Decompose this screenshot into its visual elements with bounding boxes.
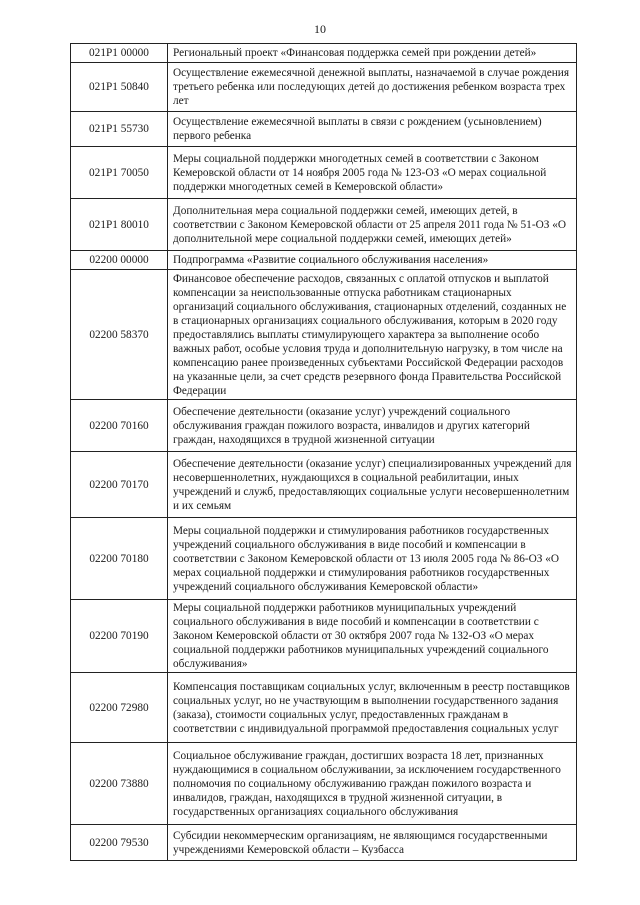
table-row [71,400,577,452]
row-description: Меры социальной поддержки многодетных семей в соответствии с Законом Кемеровской области от 14 ноября 2005 года № 123-ОЗ «О мерах социальной поддержки многодетных семей в Кемеровской области» [168,147,577,199]
row-description: Подпрограмма «Развитие социального обслуживания населения» [168,251,577,270]
row-description: Региональный проект «Финансовая поддержка семей при рождении детей» [168,44,577,63]
table-row [71,251,577,270]
row-code: 021P1 70050 [71,147,168,199]
row-description: Субсидии некоммерческим организациям, не являющимся государственными учреждениями Кемеровской области – Кузбасса [168,825,577,861]
row-description: Компенсация поставщикам социальных услуг, включенным в реестр поставщиков социальных услуг, но не участвующим в выполнении государственного задания (заказа), стоимости социальных услуг, предоставленных гражданам в соответствии с индивидуальной программой предоставления социальных услуг [168,673,577,743]
page-number: 10 [314,22,326,36]
row-code: 02200 70160 [71,400,168,452]
row-description: Осуществление ежемесячной выплаты в связи с рождением (усыновлением) первого ребенка [168,112,577,147]
row-description: Меры социальной поддержки работников муниципальных учреждений социального обслуживания в виде пособий и компенсации в соответствии с Законом Кемеровской области от 30 октября 2007 года № 132-ОЗ «О мерах социальной поддержки работников муниципальных учреждений социального обслуживания» [168,600,577,673]
row-code: 02200 70180 [71,518,168,600]
row-code: 02200 00000 [71,251,168,270]
row-code: 021P1 80010 [71,199,168,251]
row-code: 02200 73880 [71,743,168,825]
row-code: 02200 79530 [71,825,168,861]
row-code: 021P1 00000 [71,44,168,63]
row-description: Обеспечение деятельности (оказание услуг) учреждений социального обслуживания граждан пожилого возраста, инвалидов и других категорий граждан, находящихся в трудной жизненной ситуации [168,400,577,452]
row-description: Осуществление ежемесячной денежной выплаты, назначаемой в случае рождения третьего ребенка или последующих детей до достижения ребенком возраста трех лет [168,63,577,112]
row-code: 02200 72980 [71,673,168,743]
row-description: Финансовое обеспечение расходов, связанных с оплатой отпусков и выплатой компенсации за неиспользованные отпуска работникам стационарных организаций социального обслуживания, стационарных отделений, созданных не в стационарных организациях социального обслуживания, которым в 2020 году предоставлялись выплаты стимулирующего характера за выполнение особо важных работ, особые условия труда и дополнительную нагрузку, в том числе на компенсацию ранее произведенных субъектами Российской Федерации расходов на указанные цели, за счет средств резервного фонда Правительства Российской Федерации [168,270,577,400]
table-row [71,600,577,673]
table-row [71,743,577,825]
table-row [71,518,577,600]
table-row [71,147,577,199]
table-row [71,63,577,112]
table-row [71,673,577,743]
row-description: Меры социальной поддержки и стимулирования работников государственных учреждений социального обслуживания в виде пособий и компенсации в соответствии с Законом Кемеровской области от 13 июля 2005 года № 86-ОЗ «О мерах социальной поддержки и стимулирования работников государственных учреждений социального обслуживания Кемеровской области» [168,518,577,600]
row-description: Социальное обслуживание граждан, достигших возраста 18 лет, признанных нуждающимися в социальном обслуживании, за исключением государственного полномочия по социальному обслуживанию граждан пожилого возраста и инвалидов, граждан, находящихся в трудной жизненной ситуации, в государственных организациях социального обслуживания [168,743,577,825]
table-row [71,199,577,251]
row-description: Дополнительная мера социальной поддержки семей, имеющих детей, в соответствии с Законом Кемеровской области от 25 апреля 2011 года № 51-ОЗ «О дополнительной мере социальной поддержки семей, имеющих детей» [168,199,577,251]
row-code: 02200 70170 [71,452,168,518]
row-code: 02200 58370 [71,270,168,400]
row-description: Обеспечение деятельности (оказание услуг) специализированных учреждений для несовершеннолетних, нуждающихся в социальной реабилитации, иных учреждений и служб, предоставляющих социальные услуги несовершеннолетним и их семьям [168,452,577,518]
table-row [71,825,577,861]
row-code: 021P1 50840 [71,63,168,112]
row-code: 021P1 55730 [71,112,168,147]
table-row [71,270,577,400]
table-row [71,44,577,63]
table-row [71,452,577,518]
budget-classification-table [70,43,577,861]
row-code: 02200 70190 [71,600,168,673]
table-row [71,112,577,147]
